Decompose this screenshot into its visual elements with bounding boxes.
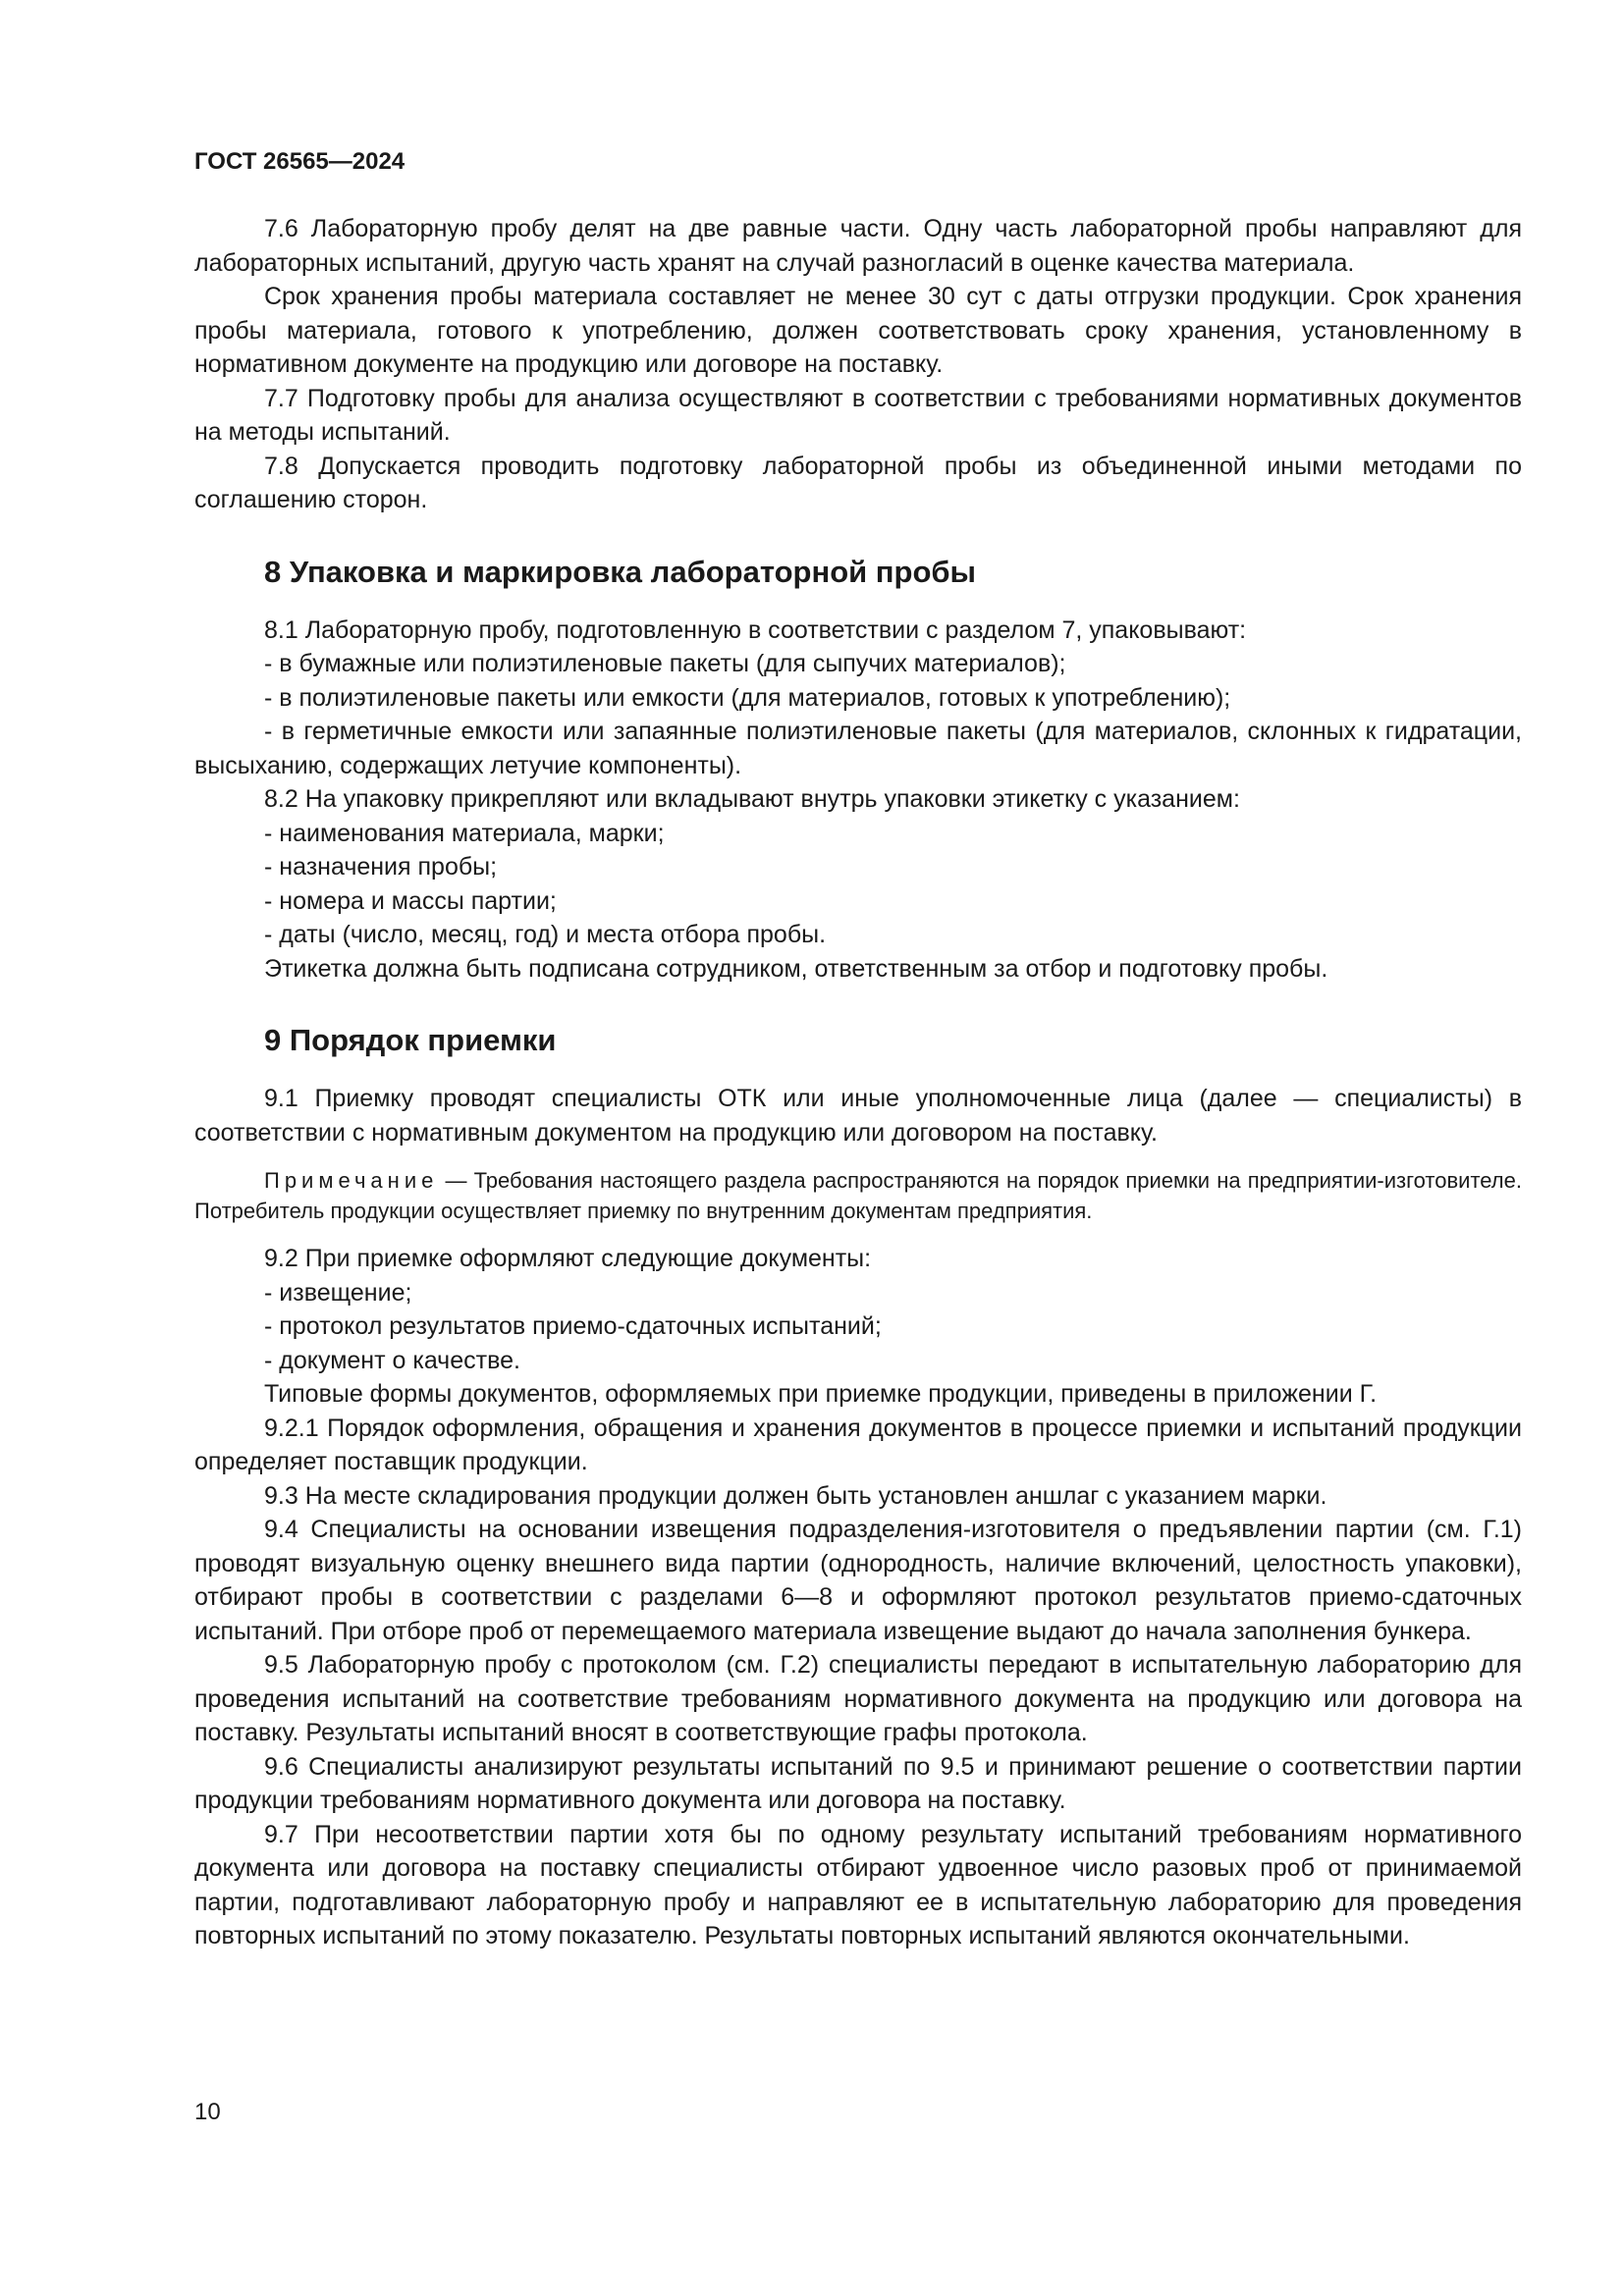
paragraph-9-6: 9.6 Специалисты анализируют результаты испытаний по 9.5 и принимают решение о соответствии партии продукции требованиям нормативного документа или договора на поставку.: [194, 1752, 1522, 1814]
list-item: - извещение;: [264, 1278, 412, 1307]
paragraph-9-5: 9.5 Лабораторную пробу с протоколом (см. Г.2) специалисты передают в испытательную лабораторию для проведения испытаний на соответствие требованиям нормативного документа на продукцию или договора на поставку. Результаты испытаний вносят в соответствующие графы протокола.: [194, 1651, 1522, 1746]
paragraph-9-1: 9.1 Приемку проводят специалисты ОТК или иные уполномоченные лица (далее — специалисты) в соответствии с нормативным документом на продукцию или договором на поставку.: [194, 1085, 1522, 1147]
paragraph-storage-term: Срок хранения пробы материала составляет не менее 30 сут с даты отгрузки продукции. Срок хранения пробы материала, готового к употреблению, должен соответствовать сроку хранения, установленному в нормативном документе на продукцию или договоре на поставку.: [194, 283, 1522, 378]
list-item: - в герметичные емкости или запаянные полиэтиленовые пакеты (для материалов, склонных к гидратации, высыханию, содержащих летучие компоненты).: [194, 718, 1522, 779]
section-8-heading: 8 Упаковка и маркировка лабораторной пробы: [264, 554, 977, 589]
section-7-tail: [194, 212, 1522, 517]
paragraph-label-signature: Этикетка должна быть подписана сотрудником, ответственным за отбор и подготовку пробы.: [264, 954, 1328, 983]
document-code-header: ГОСТ 26565—2024: [194, 148, 406, 175]
paragraph-9-7: 9.7 При несоответствии партии хотя бы по одному результату испытаний требованиям нормативного документа или договора на поставку специалисты отбирают удвоенное число разовых проб от принимаемой партии, подготавливают лабораторную пробу и направляют ее в испытательную лабораторию для проведения повторных испытаний по этому показателю. Результаты повторных испытаний являются окончательными.: [194, 1820, 1522, 1949]
list-item: - в полиэтиленовые пакеты или емкости (для материалов, готовых к употреблению);: [264, 683, 1231, 712]
paragraph-9-2: 9.2 При приемке оформляют следующие документы:: [264, 1245, 872, 1272]
list-item: - документ о качестве.: [264, 1346, 520, 1374]
paragraph-7-7: 7.7 Подготовку пробы для анализа осуществляют в соответствии с требованиями нормативных документов на методы испытаний.: [194, 384, 1522, 446]
section-9-heading: 9 Порядок приемки: [264, 1023, 557, 1057]
paragraph-7-8: 7.8 Допускается проводить подготовку лабораторной пробы из объединенной иными методами по соглашению сторон.: [194, 452, 1522, 513]
page-number: 10: [194, 2099, 221, 2125]
paragraph-8-2: 8.2 На упаковку прикрепляют или вкладывают внутрь упаковки этикетку с указанием:: [264, 785, 1240, 813]
paragraph-forms: Типовые формы документов, оформляемых при приемке продукции, приведены в приложении Г.: [264, 1380, 1378, 1408]
list-item: - протокол результатов приемо-сдаточных испытаний;: [264, 1312, 882, 1340]
note-block: [194, 1165, 1522, 1226]
note-text: — Требования настоящего раздела распространяются на порядок приемки на предприятии-изготовителе. Потребитель продукции осуществляет приемку по внутренним документам предприятия.: [194, 1168, 1522, 1223]
paragraph-7-6: 7.6 Лабораторную пробу делят на две равные части. Одну часть лабораторной пробы направляют для лабораторных испытаний, другую часть хранят на случай разногласий в оценке качества материала.: [194, 215, 1522, 277]
paragraph-9-2-1: 9.2.1 Порядок оформления, обращения и хранения документов в процессе приемки и испытаний продукции определяет поставщик продукции.: [194, 1414, 1522, 1475]
list-item: - даты (число, месяц, год) и места отбора пробы.: [264, 921, 827, 948]
paragraph-8-1: 8.1 Лабораторную пробу, подготовленную в соответствии с разделом 7, упаковывают:: [264, 615, 1247, 644]
list-item: - в бумажные или полиэтиленовые пакеты (для сыпучих материалов);: [264, 650, 1066, 677]
document-page: [194, 147, 1522, 1953]
note-label: Примечание: [264, 1168, 439, 1193]
list-item: - назначения пробы;: [264, 853, 498, 881]
list-item: - наименования материала, марки;: [264, 819, 665, 847]
list-item: - номера и массы партии;: [264, 886, 557, 915]
section-8-body: [194, 614, 1522, 987]
section-9-body: [194, 1082, 1522, 1953]
paragraph-9-3: 9.3 На месте складирования продукции должен быть установлен аншлаг с указанием марки.: [264, 1481, 1327, 1510]
paragraph-9-4: 9.4 Специалисты на основании извещения подразделения-изготовителя о предъявлении партии (см. Г.1) проводят визуальную оценку внешнего вида партии (однородность, наличие включений, целостность упаковки), отбирают пробы в соответствии с разделами 6—8 и оформляют протокол результатов приемо-сдаточных испытаний. При отборе проб от перемещаемого материала извещение выдают до начала заполнения бункера.: [194, 1516, 1522, 1645]
